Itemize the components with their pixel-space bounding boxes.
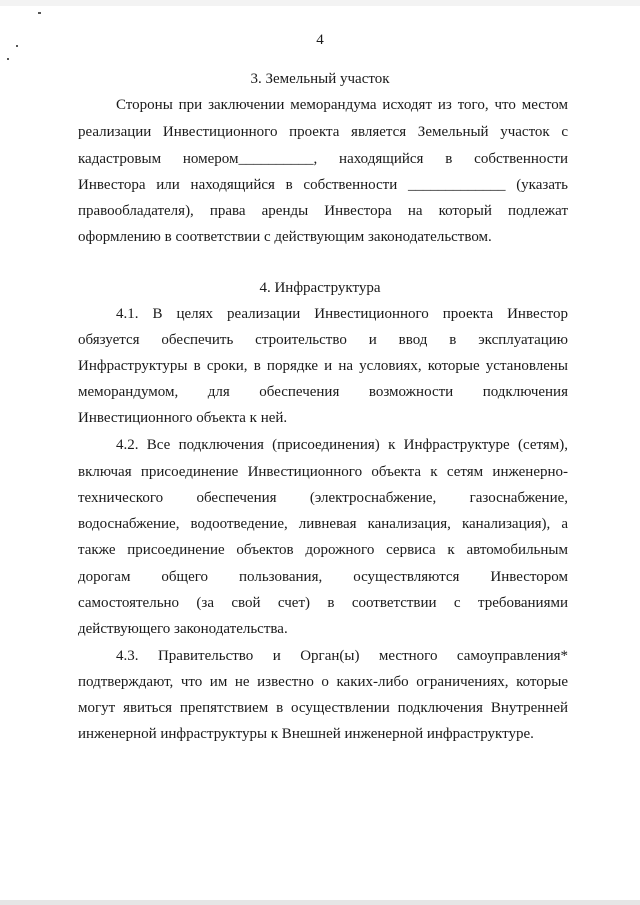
text-line: кадастровым номером__________, находящийся в собственности xyxy=(78,151,568,167)
scan-bottom-edge xyxy=(0,900,640,905)
text-line: водоснабжение, водоотведение, ливневая канализация, канализация), а xyxy=(78,516,568,532)
text-line: Инфраструктуры в сроки, в порядке и на условиях, которые установлены xyxy=(78,358,568,374)
text-line: также присоединение объектов дорожного сервиса к автомобильным xyxy=(78,542,568,558)
text-line: оформлению в соответствии с действующим законодательством. xyxy=(78,229,492,245)
scan-top-edge xyxy=(0,0,640,6)
text-line: 4.1. В целях реализации Инвестиционного проекта Инвестор xyxy=(116,306,568,322)
page-number: 4 xyxy=(316,32,324,48)
text-line: Стороны при заключении меморандума исходят из того, что местом xyxy=(116,97,568,113)
text-line: инженерной инфраструктуры к Внешней инженерной инфраструктуре. xyxy=(78,726,534,742)
text-line: действующего законодательства. xyxy=(78,621,288,637)
text-line: включая присоединение Инвестиционного объекта к сетям инженерно- xyxy=(78,464,568,480)
text-line: самостоятельно (за свой счет) в соответствии с требованиями xyxy=(78,595,568,611)
text-line: 4.3. Правительство и Орган(ы) местного самоуправления* xyxy=(116,648,568,664)
text-line: дорогам общего пользования, осуществляются Инвестором xyxy=(78,569,568,585)
section-4-heading: 4. Инфраструктура xyxy=(259,280,381,296)
text-line: меморандумом, для обеспечения возможности подключения xyxy=(78,384,568,400)
section-3-heading: 3. Земельный участок xyxy=(250,71,390,87)
text-line: могут явиться препятствием в осуществлении подключения Внутренней xyxy=(78,700,568,716)
text-line: обязуется обеспечить строительство и ввод в эксплуатацию xyxy=(78,332,568,348)
scan-mark xyxy=(38,12,41,14)
text-line: правообладателя), права аренды Инвестора на который подлежат xyxy=(78,203,568,219)
text-line: подтверждают, что им не известно о каких-либо ограничениях, которые xyxy=(78,674,568,690)
text-line: 4.2. Все подключения (присоединения) к Инфраструктуре (сетям), xyxy=(116,437,568,453)
text-line: Инвестиционного объекта к ней. xyxy=(78,410,288,426)
text-line: технического обеспечения (электроснабжение, газоснабжение, xyxy=(78,490,568,506)
text-line: реализации Инвестиционного проекта является Земельный участок с xyxy=(78,124,568,140)
text-line: Инвестора или находящийся в собственности _____________ (указать xyxy=(78,177,568,193)
scan-mark xyxy=(7,58,9,60)
